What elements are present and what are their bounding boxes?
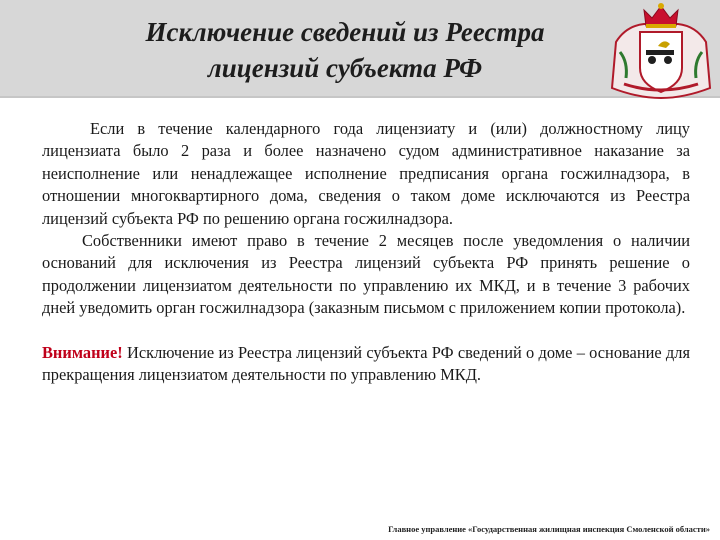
warning-label: Внимание! [42, 342, 123, 362]
warning-paragraph [42, 342, 690, 387]
page-title [60, 14, 630, 86]
paragraph-owners-rights: Собственники имеют право в течение 2 месяцев после уведомления о наличии оснований для исключения из Реестра лицензий субъекта РФ принять решение о продолжении лицензиатом деятельности по управлению их МКД, и в течение 3 рабочих дней уведомить орган госжилнадзора (заказным письмом с приложением копии протокола). [42, 231, 690, 318]
footer-organization: Главное управление «Государственная жилищная инспекция Смоленской области» [388, 524, 710, 534]
title-line-1: Исключение сведений из Реестра [145, 17, 545, 47]
warning-text: Исключение из Реестра лицензий субъекта РФ сведений о доме – основание для прекращения лицензиатом деятельности по управлению МКД. [42, 342, 690, 385]
title-line-2: лицензий субъекта РФ [207, 53, 483, 83]
smolensk-coat-of-arms-icon [606, 2, 716, 100]
paragraph-exclusion-rule: Если в течение календарного года лицензиату и (или) должностному лицу лицензиата было 2 раза и более назначено судом административное наказание за неисполнение или ненадлежащее исполнение предписания органа госжилнадзора, в отношении многоквартирного дома, сведения о таком доме исключаются из Реестра лицензий субъекта РФ по решению органа госжилнадзора. [42, 119, 690, 228]
main-content [42, 118, 690, 386]
